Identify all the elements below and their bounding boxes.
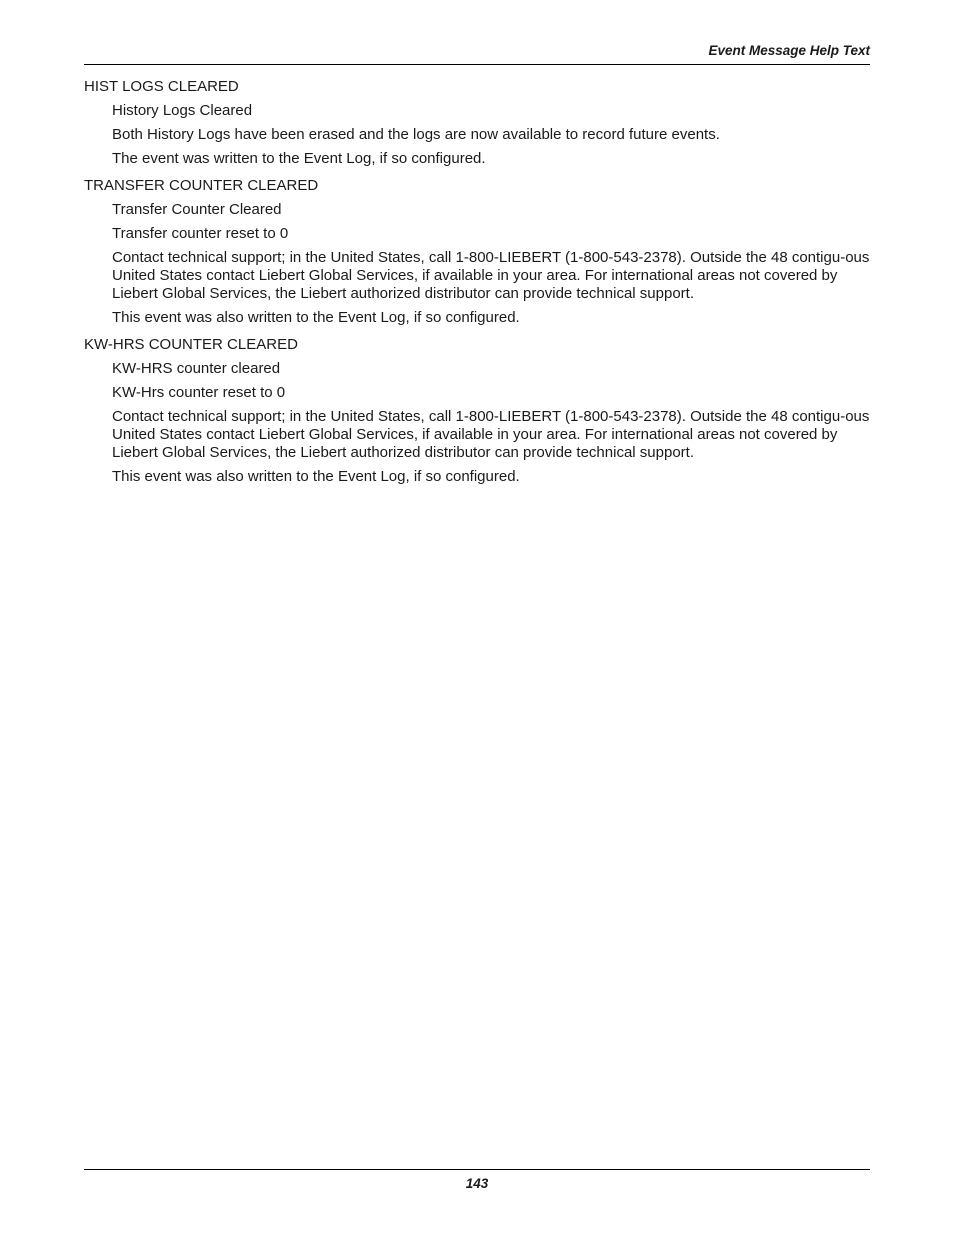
header-rule — [84, 64, 870, 65]
event-description: KW-Hrs counter reset to 0 — [112, 384, 286, 401]
section-title: HIST LOGS CLEARED — [84, 78, 239, 95]
event-name: History Logs Cleared — [112, 102, 253, 119]
event-action: Contact technical support; in the United States, call 1-800-LIEBERT (1-800-543-2378). Outside the 48 contigu-ous United States contact Liebert Global Services, if available in your area. For international areas not covered by Liebert Global Services, the Liebert authorized distributor can provide technical support. — [112, 249, 870, 302]
section-title: TRANSFER COUNTER CLEARED — [84, 177, 319, 194]
event-description: Transfer counter reset to 0 — [112, 225, 289, 242]
event-note: This event was also written to the Event Log, if so configured. — [112, 468, 520, 485]
event-name: KW-HRS counter cleared — [112, 360, 281, 377]
event-name: Transfer Counter Cleared — [112, 201, 282, 218]
page-number: 143 — [465, 1176, 489, 1191]
event-description: Both History Logs have been erased and the logs are now available to record future events. — [112, 126, 720, 143]
event-action: Contact technical support; in the United States, call 1-800-LIEBERT (1-800-543-2378). Outside the 48 contigu-ous United States contact Liebert Global Services, if available in your area. For international areas not covered by Liebert Global Services, the Liebert authorized distributor can provide technical support. — [112, 408, 870, 461]
section-transfer-counter-cleared — [84, 177, 870, 327]
footer-rule — [84, 1169, 870, 1170]
page-content — [84, 78, 870, 492]
event-note: The event was written to the Event Log, if so configured. — [112, 150, 486, 167]
section-kw-hrs-counter-cleared — [84, 336, 870, 486]
section-title: KW-HRS COUNTER CLEARED — [84, 336, 298, 353]
event-note: This event was also written to the Event Log, if so configured. — [112, 309, 520, 326]
section-hist-logs-cleared — [84, 78, 870, 168]
page-header-title: Event Message Help Text — [708, 43, 870, 58]
